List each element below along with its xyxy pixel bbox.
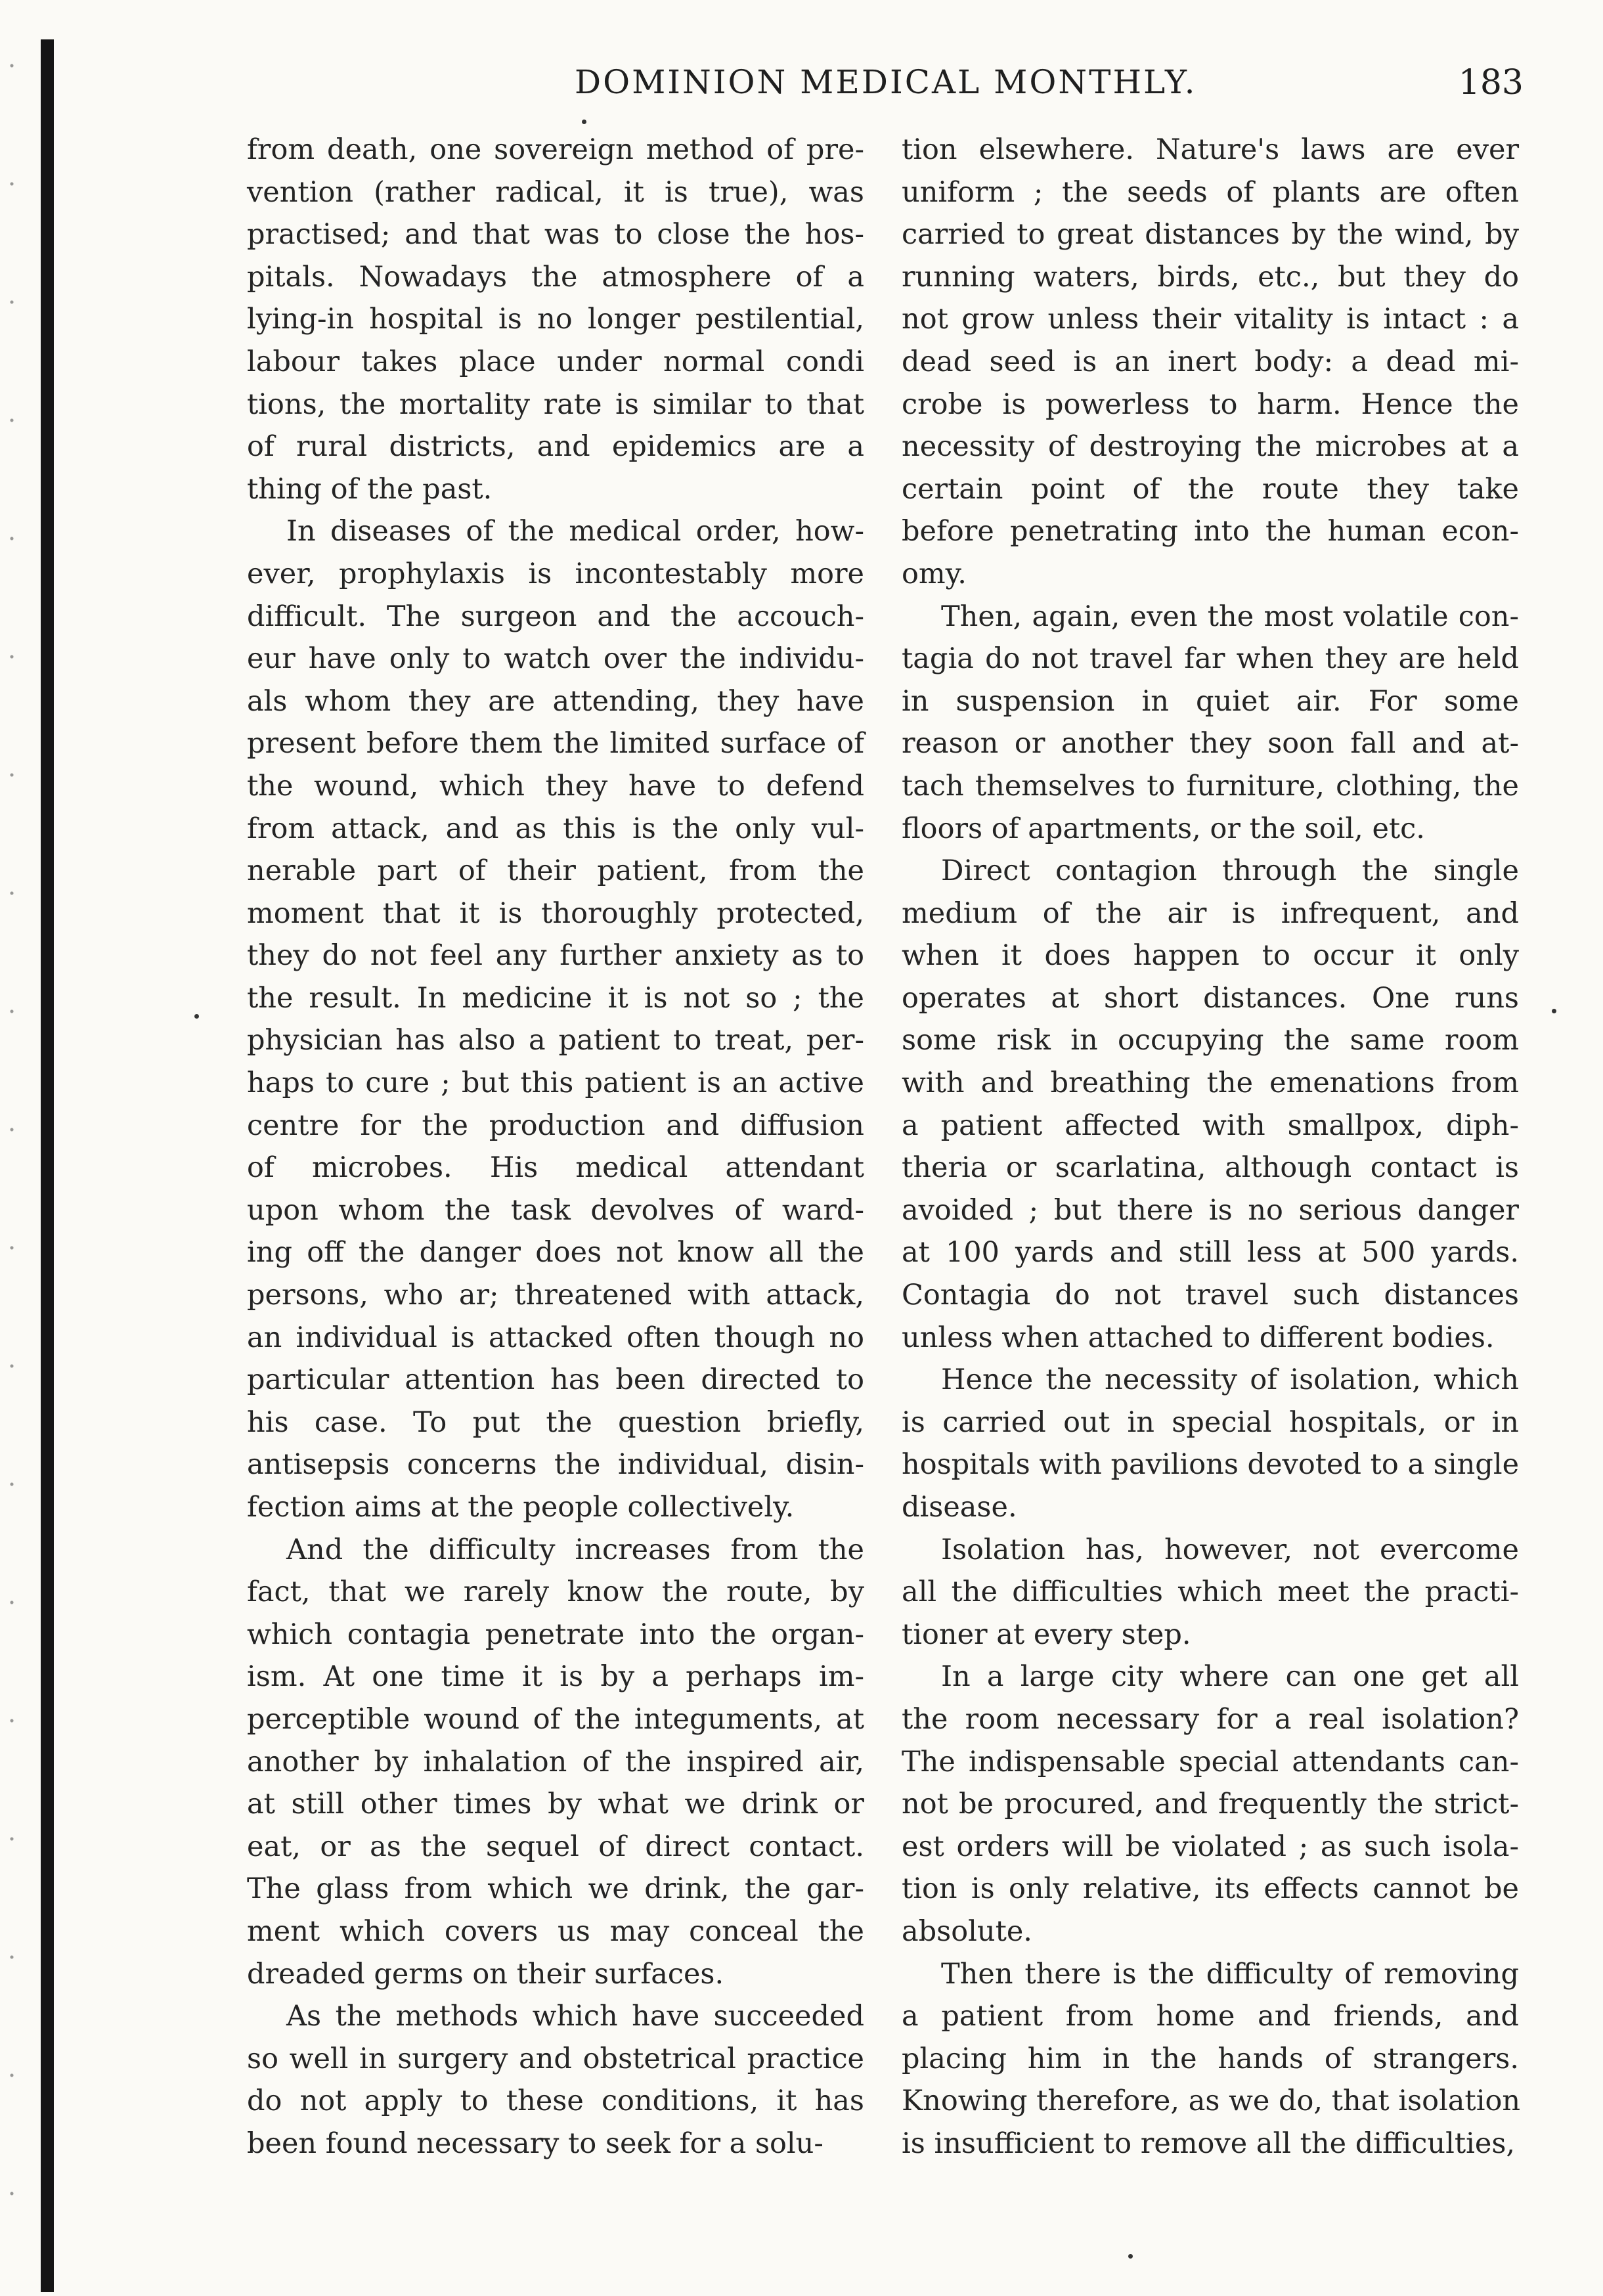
text-line: all the difficulties which meet the practi- [902,1576,1519,1609]
text-line: floors of apartments, or the soil, etc. [902,812,1425,845]
page-binding-edge [41,39,54,2292]
text-line: placing him in the hands of strangers. [902,2042,1519,2075]
text-line: hospitals with pavilions devoted to a single [902,1448,1520,1482]
text-line: medium of the air is infrequent, and [902,896,1519,930]
text-line: a patient affected with smallpox, diph- [902,1109,1519,1142]
text-line: Then there is the difficulty of removing [941,1957,1519,1991]
text-line: est orders will be violated ; as such isola- [902,1830,1519,1863]
text-line: ing off the danger does not know all the [247,1236,864,1269]
page-number: 183 [1458,63,1524,102]
running-head [0,63,1603,116]
text-line: uniform ; the seeds of plants are often [902,175,1519,209]
text-line: do not apply to these conditions, it has [247,2085,864,2118]
text-line: labour takes place under normal condi [247,345,864,378]
text-line: the room necessary for a real isolation? [902,1702,1519,1736]
print-speck [582,120,586,124]
text-line: so well in surgery and obstetrical practice [247,2042,864,2075]
text-line: fection aims at the people collectively. [247,1491,795,1524]
text-line: centre for the production and diffusion [247,1109,864,1142]
text-line: lying-in hospital is no longer pestilential, [247,303,864,336]
text-line: is carried out in special hospitals, or in [902,1405,1519,1439]
text-line: avoided ; but there is no serious danger [902,1193,1519,1227]
text-line: Direct contagion through the single [941,854,1519,888]
text-line: of microbes. His medical attendant [247,1151,864,1185]
text-line: crobe is powerless to harm. Hence the [902,387,1519,421]
text-line: an individual is attacked often though no [247,1321,864,1354]
text-line: physician has also a patient to treat, per- [247,1024,864,1057]
text-line: reason or another they soon fall and at- [902,727,1519,761]
text-line: some risk in occupying the same room [902,1024,1519,1057]
text-line: thing of the past. [247,472,493,506]
right-column [902,129,1519,2165]
text-line: antisepsis concerns the individual, disin- [247,1448,864,1482]
text-line: not grow unless their vitality is intact : a [902,303,1519,336]
text-line: Contagia do not travel such distances [902,1279,1519,1312]
text-line: from death, one sovereign method of pre- [247,133,864,166]
text-line: The indispensable special attendants can- [902,1745,1519,1778]
text-line: necessity of destroying the microbes at a [902,430,1519,464]
text-line: perceptible wound of the integuments, at [247,1702,864,1736]
text-line: certain point of the route they take [902,472,1519,506]
text-line: with and breathing the emenations from [902,1067,1519,1100]
text-line: pitals. Nowadays the atmosphere of a [247,260,864,294]
paragraph [247,129,864,510]
text-line: nerable part of their patient, from the [247,854,864,888]
print-speck [1128,2254,1133,2259]
text-line: present before them the limited surface of [247,727,864,761]
text-line: they do not feel any further anxiety as to [247,939,864,973]
text-line: In a large city where can one get all [941,1660,1519,1694]
paragraph [247,510,864,1528]
paragraph [902,1529,1519,1656]
paragraph [902,129,1519,596]
text-line: practised; and that was to close the hos- [247,218,864,252]
text-line: is insufficient to remove all the difficulties, [902,2127,1516,2160]
text-line: Hence the necessity of isolation, which [941,1363,1519,1397]
text-line: of rural districts, and epidemics are a [247,430,864,464]
paragraph [247,1529,864,1996]
paragraph [902,1953,1519,2165]
text-line: als whom they are attending, they have [247,684,864,718]
text-line: before penetrating into the human econ- [902,515,1519,548]
text-line: eat, or as the sequel of direct contact. [247,1830,864,1863]
text-line: tagia do not travel far when they are held [902,642,1519,676]
text-line: another by inhalation of the inspired air, [247,1745,864,1778]
paragraph [902,596,1519,850]
text-line: moment that it is thoroughly protected, [247,896,864,930]
text-line: As the methods which have succeeded [286,2000,864,2033]
text-line: And the difficulty increases from the [286,1533,864,1566]
text-line: not be procured, and frequently the strict- [902,1788,1519,1821]
text-line: tions, the mortality rate is similar to that [247,387,864,421]
text-line: at 100 yards and still less at 500 yards. [902,1236,1519,1269]
text-line: been found necessary to seek for a solu- [247,2127,823,2160]
paragraph [902,1359,1519,1528]
text-line: dead seed is an inert body: a dead mi- [902,345,1519,378]
text-line: absolute. [902,1914,1032,1948]
text-line: from attack, and as this is the only vul- [247,812,864,845]
text-line: fact, that we rarely know the route, by [247,1576,864,1609]
left-column [247,129,864,2165]
text-line: ever, prophylaxis is incontestably more [247,557,864,590]
paragraph [902,1656,1519,1953]
text-line: tion elsewhere. Nature's laws are ever [902,133,1519,166]
print-speck [194,1014,199,1019]
text-line: Then, again, even the most volatile con- [941,600,1519,633]
text-line: carried to great distances by the wind, by [902,218,1519,252]
paragraph [902,850,1519,1359]
text-line: a patient from home and friends, and [902,2000,1519,2033]
text-line: vention (rather radical, it is true), was [247,175,864,209]
text-line: dreaded germs on their surfaces. [247,1957,724,1991]
text-line: the result. In medicine it is not so ; the [247,981,864,1015]
text-line: difficult. The surgeon and the accouch- [247,600,864,633]
text-line: The glass from which we drink, the gar- [247,1872,864,1906]
text-line: omy. [902,557,967,590]
text-line: upon whom the task devolves of ward- [247,1193,864,1227]
text-line: when it does happen to occur it only [902,939,1519,973]
text-line: particular attention has been directed to [247,1363,864,1397]
text-line: unless when attached to different bodies. [902,1321,1495,1354]
text-line: the wound, which they have to defend [247,769,864,803]
text-line: his case. To put the question briefly, [247,1405,864,1439]
print-speck [1552,1009,1556,1013]
text-line: ism. At one time it is by a perhaps im- [247,1660,864,1694]
text-line: operates at short distances. One runs [902,981,1519,1015]
text-line: in suspension in quiet air. For some [902,684,1519,718]
text-line: Knowing therefore, as we do, that isolation [902,2085,1521,2118]
text-line: Isolation has, however, not evercome [941,1533,1519,1566]
text-line: running waters, birds, etc., but they do [902,260,1519,294]
text-line: theria or scarlatina, although contact is [902,1151,1519,1185]
paragraph [247,1995,864,2165]
text-line: persons, who ar; threatened with attack, [247,1279,864,1312]
text-line: tioner at every step. [902,1618,1191,1651]
text-line: disease. [902,1491,1017,1524]
text-line: In diseases of the medical order, how- [286,515,864,548]
text-line: tion is only relative, its effects cannot be [902,1872,1519,1906]
text-line: ment which covers us may conceal the [247,1914,864,1948]
text-line: eur have only to watch over the individu- [247,642,864,676]
text-line: at still other times by what we drink or [247,1788,864,1821]
text-line: which contagia penetrate into the organ- [247,1618,864,1651]
binding-speckle [5,39,32,2292]
text-line: haps to cure ; but this patient is an active [247,1067,864,1100]
text-line: tach themselves to furniture, clothing, the [902,769,1519,803]
journal-title: DOMINION MEDICAL MONTHLY. [575,63,1197,101]
